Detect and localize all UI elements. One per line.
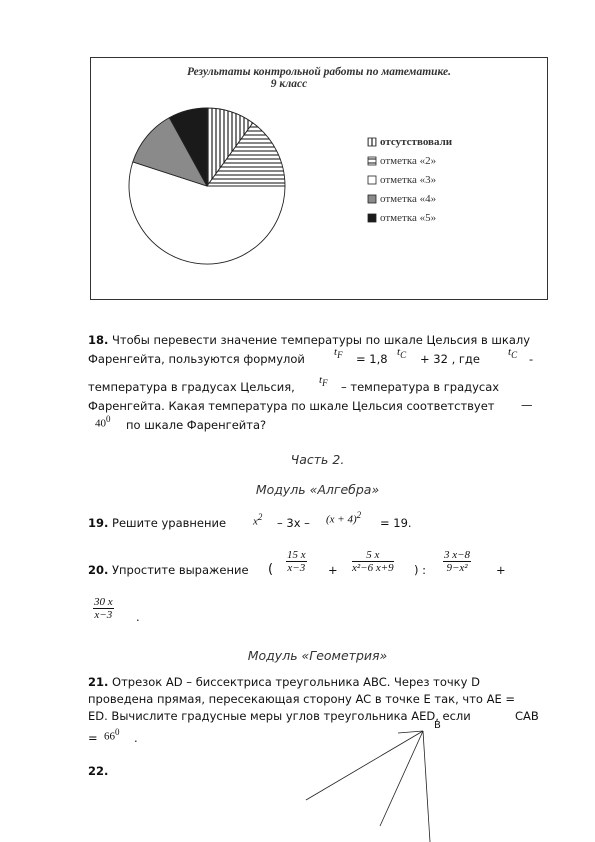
point-b-label: B bbox=[434, 720, 441, 731]
task18-dash: - bbox=[529, 352, 534, 366]
task19-mid: – 3x – bbox=[277, 516, 310, 530]
part2-heading: Часть 2. bbox=[290, 452, 345, 467]
task20-fraction2: $\frac{5 x}{\text{x²−6 x+9}}$ bbox=[352, 549, 394, 574]
task18-number: 18. bbox=[88, 333, 109, 347]
task21-cab: CAB bbox=[515, 709, 539, 723]
task21-period: . bbox=[134, 731, 138, 745]
formula-tC2: $t_C$ bbox=[508, 346, 518, 361]
legend-item-grade3: отметка «3» bbox=[380, 174, 437, 186]
task21-angle: $66^0$ bbox=[104, 727, 120, 743]
task18-line3a: температура в градусах Цельсия, bbox=[88, 380, 295, 394]
formula-plus32: + 32 , где bbox=[420, 352, 480, 366]
formula-eq: = 1,8 bbox=[356, 352, 388, 366]
sketch-line-top bbox=[398, 731, 423, 733]
task19-x2: $x^2$ bbox=[253, 512, 263, 528]
task19-rhs: = 19. bbox=[380, 516, 412, 530]
task21-line2: проведена прямая, пересекающая сторону AC в точке E так, что AE = bbox=[88, 692, 516, 706]
task19-number: 19. bbox=[88, 516, 109, 530]
legend-item-grade2: отметка «2» bbox=[380, 155, 437, 167]
task20-fraction4: $\frac{30 x}{x-3}$ bbox=[94, 596, 113, 621]
task20-close-colon: ) : bbox=[414, 563, 427, 577]
task20-text: Упростите выражение bbox=[112, 563, 249, 577]
task20-period: . bbox=[136, 610, 140, 624]
task18-line3b: – температура в градусах bbox=[341, 380, 500, 394]
formula-tF2: $t_F$ bbox=[319, 374, 328, 389]
chart-title-line1: Результаты контрольной работы по математике. bbox=[187, 66, 451, 78]
task18-line4: Фаренгейта. Какая температура по шкале Цельсия соответствует bbox=[88, 399, 495, 413]
chart-title-line2: 9 класс bbox=[270, 78, 308, 90]
module-algebra-heading: Модуль «Алгебра» bbox=[255, 482, 380, 497]
task20-open-paren: ( bbox=[268, 562, 274, 577]
task20-plus1: + bbox=[328, 563, 338, 577]
task20-fraction1: $\frac{15 x}{x-3}$ bbox=[287, 549, 306, 574]
task20-plus2: + bbox=[496, 563, 506, 577]
sketch-line-vertical bbox=[423, 731, 430, 842]
task19-text: Решите уравнение bbox=[112, 516, 227, 530]
task21-text-line1: Отрезок AD – биссектриса треугольника ABC. Через точку D bbox=[112, 675, 480, 689]
task18-minus: — bbox=[521, 398, 533, 412]
legend-item-absent: отсутствовали bbox=[380, 136, 453, 148]
sketch-line-middle bbox=[380, 731, 423, 826]
task18-text-line1: Чтобы перевести значение температуры по шкале Цельсия в шкалу bbox=[112, 333, 531, 347]
task20-fraction3: $\frac{3 x-8}{\text{9−x²}}$ bbox=[444, 549, 471, 574]
sketch-line-bottom bbox=[306, 731, 423, 800]
task18-line2: Фаренгейта, пользуются формулой bbox=[88, 352, 305, 366]
legend-item-grade4: отметка «4» bbox=[380, 193, 437, 205]
module-geometry-heading: Модуль «Геометрия» bbox=[247, 648, 388, 663]
legend-item-grade5: отметка «5» bbox=[380, 212, 437, 224]
task21-number: 21. bbox=[88, 675, 109, 689]
formula-tF: $t_F$ bbox=[334, 346, 343, 361]
task21-eq: = bbox=[88, 731, 98, 745]
task18-line5: по шкале Фаренгейта? bbox=[126, 418, 267, 432]
task21-line3: ED. Вычислите градусные меры углов треугольника AED, если bbox=[88, 709, 471, 723]
task20-number: 20. bbox=[88, 563, 109, 577]
task18-degrees: $40^0$ bbox=[95, 414, 111, 430]
task22-number: 22. bbox=[88, 764, 109, 778]
task19-paren: $(x + 4)^2$ bbox=[326, 510, 362, 526]
formula-tC: $t_C$ bbox=[397, 346, 407, 361]
